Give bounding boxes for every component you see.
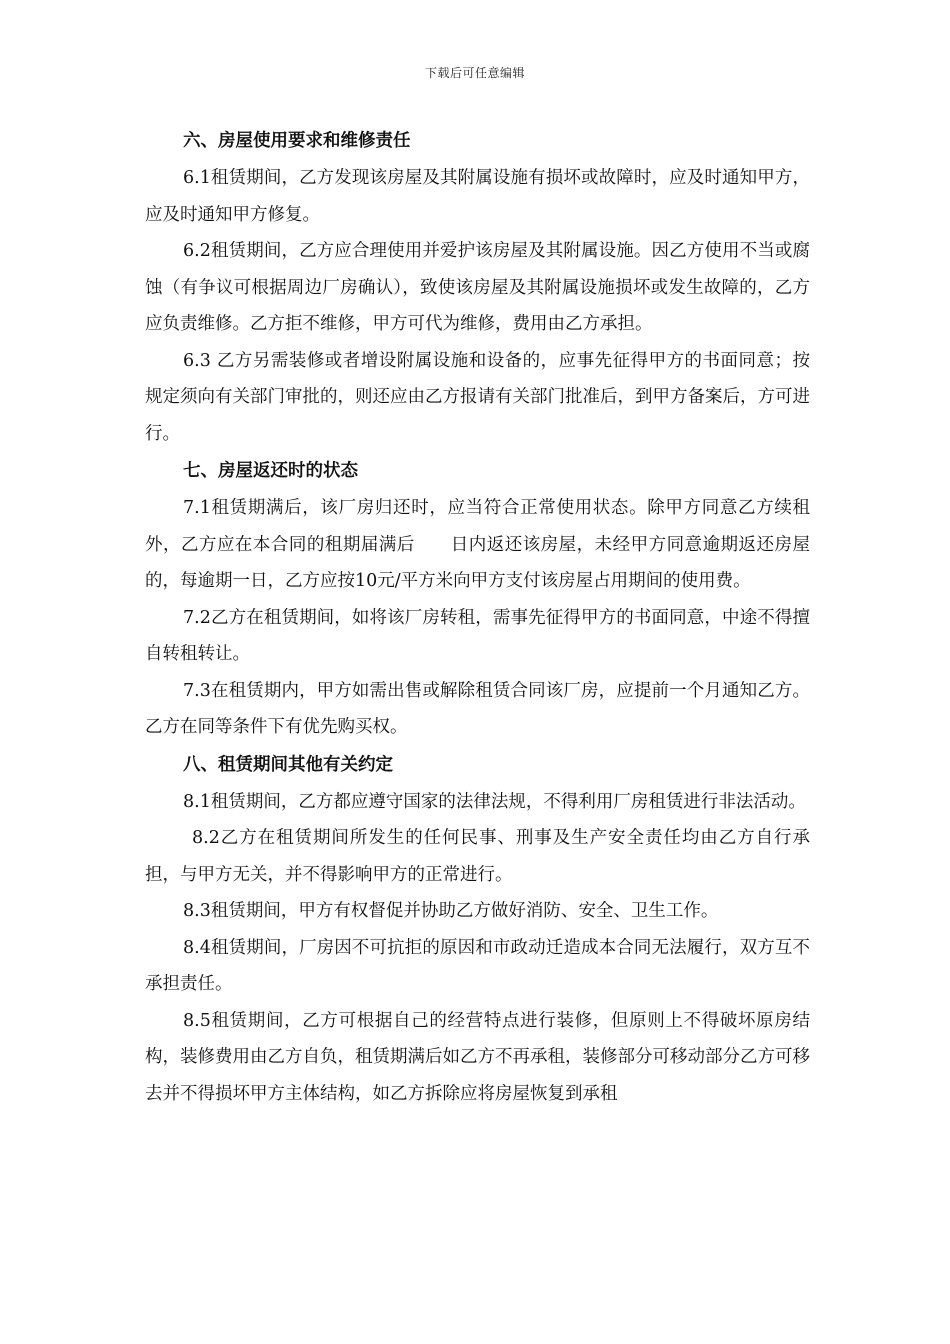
section-heading: 六、房屋使用要求和维修责任 (183, 131, 411, 151)
paragraph-8-5: 8.5租赁期间，乙方可根据自己的经营特点进行装修，但原则上不得破坏原房结构，装修费用由乙方自负，租赁期满后如乙方不再承租，装修部分可移动部分乙方可移去并不得损坏甲方主体结构，如乙方拆除应将房屋恢复到承租 (145, 1010, 810, 1104)
paragraph-7-3: 7.3在租赁期内，甲方如需出售或解除租赁合同该厂房，应提前一个月通知乙方。乙方在同等条件下有优先购买权。 (145, 680, 810, 737)
paragraph-8-4: 8.4租赁期间，厂房因不可抗拒的原因和市政动迁造成本合同无法履行，双方互不承担责任。 (145, 937, 810, 994)
paragraph-7-2: 7.2乙方在租赁期间，如将该厂房转租，需事先征得甲方的书面同意，中途不得擅自转租转让。 (145, 607, 810, 664)
paragraph-6-3: 6.3 乙方另需装修或者增设附属设施和设备的，应事先征得甲方的书面同意；按规定须向有关部门审批的，则还应由乙方报请有关部门批准后，到甲方备案后，方可进行。 (145, 350, 810, 444)
paragraph-7-1: 7.1租赁期满后，该厂房归还时，应当符合正常使用状态。除甲方同意乙方续租外，乙方应在本合同的租期届满后 日内返还该房屋，未经甲方同意逾期返还房屋的，每逾期一日，乙方应按10元/平方米向甲方支付该房屋占用期间的使用费。 (145, 498, 810, 591)
paragraph-8-1: 8.1租赁期间，乙方都应遵守国家的法律法规，不得利用厂房租赁进行非法活动。 (183, 791, 806, 812)
section-heading: 七、房屋返还时的状态 (183, 461, 358, 481)
paragraph-6-2: 6.2租赁期间，乙方应合理使用并爱护该房屋及其附属设施。因乙方使用不当或腐蚀（有争议可根据周边厂房确认），致使该房屋及其附属设施损坏或发生故障的，乙方应负责维修。乙方拒不维修，甲方可代为维修，费用由乙方承担。 (145, 241, 810, 334)
paragraph-6-1: 6.1租赁期间，乙方发现该房屋及其附属设施有损坏或故障时，应及时通知甲方，应及时通知甲方修复。 (145, 168, 810, 225)
section-heading: 八、租赁期间其他有关约定 (183, 754, 393, 775)
page-header: 下载后可任意编辑 (424, 66, 525, 80)
paragraph-8-2: 8.2乙方在租赁期间所发生的任何民事、刑事及生产安全责任均由乙方自行承担，与甲方无关，并不得影响甲方的正常进行。 (145, 828, 810, 885)
document-body (145, 122, 810, 1112)
paragraph-8-3: 8.3租赁期间，甲方有权督促并协助乙方做好消防、安全、卫生工作。 (183, 901, 719, 921)
